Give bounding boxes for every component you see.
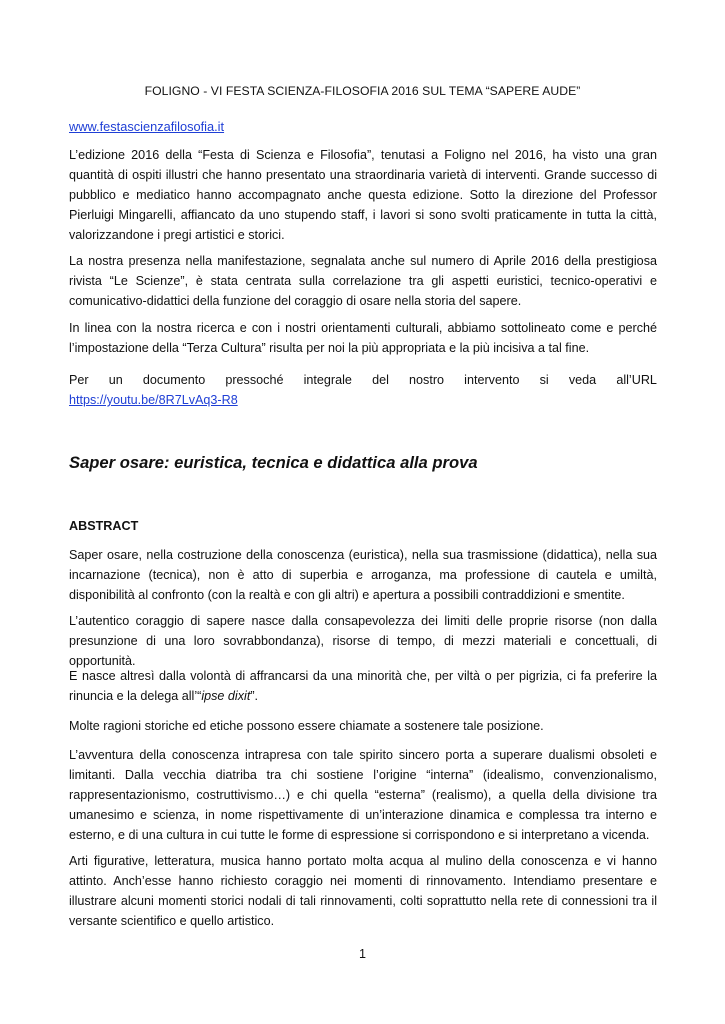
reference-word: pressoché xyxy=(225,373,284,387)
abstract-paragraph-1: Saper osare, nella costruzione della conoscenza (euristica), nella sua trasmissione (didattica), nella sua incarnazione (tecnica), non è atto di superbia e arroganza, ma professione di cautela e umiltà, disponibilità al confronto (con la realtà e con gli altri) e apertura a possibili contraddizioni e smentite. xyxy=(69,548,657,603)
intro-paragraph-3: In linea con la nostra ricerca e con i nostri orientamenti culturali, abbiamo sottolineato come e perché l’impostazione della “Terza Cultura” risulta per noi la più appropriata e la più incisiva a tal fine. xyxy=(69,321,657,356)
website-link[interactable]: www.festascienzafilosofia.it xyxy=(69,119,225,134)
ipse-dixit-italic: ipse dixit xyxy=(201,689,251,704)
abstract-paragraph-2: L’autentico coraggio di sapere nasce dalla consapevolezza dei limiti delle proprie risorse (non dalla presunzione di una loro sovrabbondanza), risorse di tempo, di mezzi materiali e concettuali, di opportunità. xyxy=(69,614,657,669)
page-number: 1 xyxy=(358,947,366,961)
abstract-paragraph-5: L’avventura della conoscenza intrapresa con tale spirito sincero porta a superare dualismi obsoleti e limitanti. Dalla vecchia diatriba tra chi sostiene l’origine “interna” (idealismo, convenzionalismo, rappresentazionismo, costruttivismo…) e chi quella “esterna” (realismo), a quella della divisione tra umanesimo e scienza, in nome rispettivamente di un’interazione dinamica e complessa tra interno e esterno, e di una cultura in cui tutte le forme di espressione si corrispondono e si interpretano a vicenda. xyxy=(69,748,657,843)
section-title: Saper osare: euristica, tecnica e didattica alla prova xyxy=(69,453,478,472)
reference-word: si xyxy=(539,373,549,387)
reference-word: integrale xyxy=(303,373,352,387)
reference-word: all’URL xyxy=(616,373,657,387)
video-link[interactable]: https://youtu.be/8R7LvAq3-R8 xyxy=(69,393,238,408)
video-reference-line xyxy=(69,370,657,390)
reference-word: del xyxy=(372,373,389,387)
reference-word: veda xyxy=(568,373,597,387)
reference-word: Per xyxy=(69,373,89,387)
abstract-paragraph-4: Molte ragioni storiche ed etiche possono essere chiamate a sostenere tale posizione. xyxy=(69,719,544,733)
abstract-heading: ABSTRACT xyxy=(69,519,139,533)
document-header-title: FOLIGNO - VI FESTA SCIENZA-FILOSOFIA 2016 SUL TEMA “SAPERE AUDE” xyxy=(144,84,581,98)
abstract-paragraph-6: Arti figurative, letteratura, musica hanno portato molta acqua al mulino della conoscenza e vi hanno attinto. Anch’esse hanno richiesto coraggio nei momenti di rinnovamento. Intendiamo presentare e illustrare alcuni momenti storici nodali di tali rinnovamenti, colti soprattutto nella rete di connessioni tra il versante scientifico e quello artistico. xyxy=(69,854,657,929)
intro-paragraph-2: La nostra presenza nella manifestazione, segnalata anche sul numero di Aprile 2016 della prestigiosa rivista “Le Scienze”, è stata centrata sulla correlazione tra gli aspetti euristici, tecnico-operativi e comunicativo-didattici della funzione del coraggio di osare nella storia del sapere. xyxy=(69,254,657,309)
abstract-paragraph-3-text: E nasce altresì dalla volontà di affrancarsi da una minorità che, per viltà o per pigrizia, ci fa preferire la rinuncia e la delega all’“ xyxy=(69,669,657,704)
intro-paragraph-4 xyxy=(69,370,657,410)
reference-word: documento xyxy=(142,373,206,387)
intro-paragraph-1: L’edizione 2016 della “Festa di Scienza e Filosofia”, tenutasi a Foligno nel 2016, ha visto una gran quantità di ospiti illustri che hanno presentato una straordinaria varietà di interventi. Grande successo di pubblico e mediatico hanno accompagnato anche questa edizione. Sotto la direzione del Professor Pierluigi Mingarelli, affiancato da uno stupendo staff, i lavori si sono svolti praticamente in tutta la città, valorizzandone i pregi artistici e storici. xyxy=(69,148,657,243)
abstract-paragraph-3 xyxy=(69,666,657,706)
abstract-paragraph-3-close: ”. xyxy=(250,689,259,704)
reference-word: nostro xyxy=(409,373,445,387)
reference-word: intervento xyxy=(464,373,520,387)
reference-word: un xyxy=(108,373,123,387)
